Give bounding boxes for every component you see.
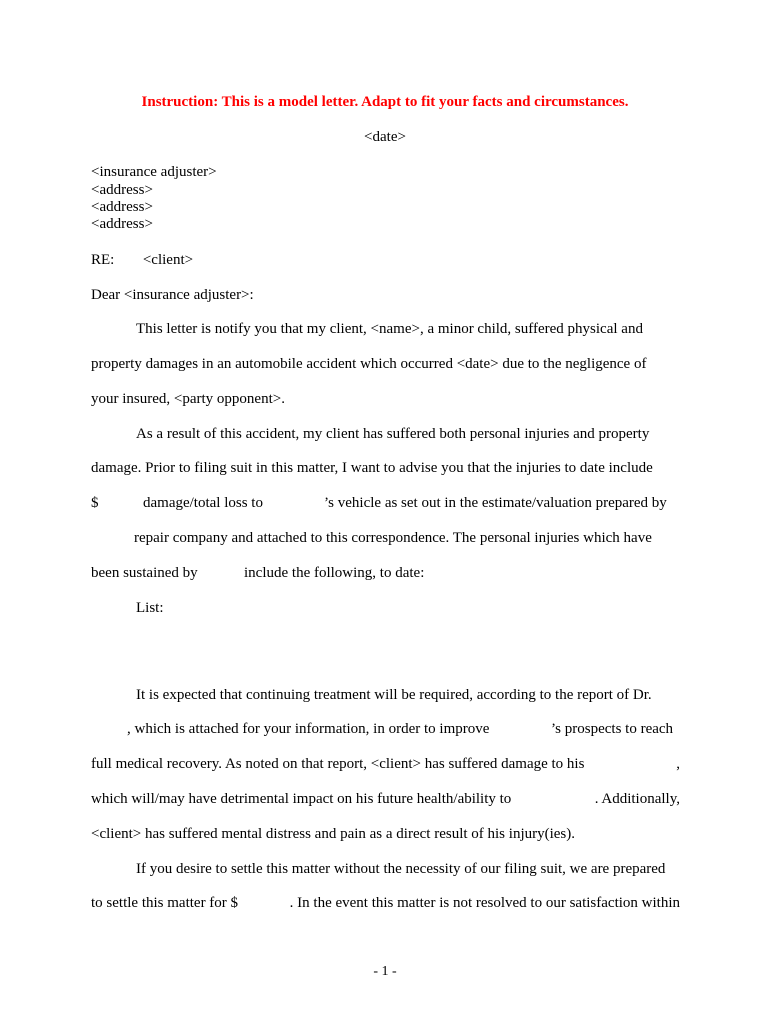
- text-run: damage/total loss to: [143, 495, 263, 511]
- text-run: full medical recovery. As noted on that report, <client> has suffered damage to his: [91, 756, 585, 772]
- text-run: , which is attached for your information, in order to improve: [127, 721, 490, 737]
- paragraph-2-line: [136, 425, 680, 443]
- text-run: include the following, to date:: [244, 565, 425, 581]
- page-number: - 1 -: [373, 964, 397, 979]
- paragraph-4-line: [91, 894, 680, 912]
- text-run: $: [91, 495, 99, 511]
- text-run: property damages in an automobile accident which occurred <date> due to the negligence of: [91, 356, 647, 372]
- re-value: <client>: [142, 252, 194, 268]
- paragraph-2-line: [91, 564, 425, 582]
- addressee-line: <address>: [91, 199, 153, 215]
- text-run: As a result of this accident, my client has suffered both personal injuries and property: [136, 426, 650, 442]
- text-run: It is expected that continuing treatment will be required, according to the report of Dr.: [136, 687, 652, 703]
- paragraph-3-line: [91, 755, 680, 773]
- paragraph-1-line: your insured, <party opponent>.: [91, 391, 285, 407]
- text-run: . Additionally,: [594, 791, 680, 807]
- addressee-line: <address>: [91, 216, 153, 232]
- paragraph-2-line: [91, 494, 680, 512]
- text-run: damage. Prior to filing suit in this matter, I want to advise you that the injuries to date include: [91, 460, 653, 476]
- paragraph-2-line: [91, 459, 680, 477]
- instruction-note: Instruction: This is a model letter. Adapt to fit your facts and circumstances.: [141, 94, 629, 110]
- text-run: . In the event this matter is not resolved to our satisfaction within: [289, 895, 680, 911]
- paragraph-1-line: [91, 355, 680, 373]
- text-run: been sustained by: [91, 565, 198, 581]
- paragraph-2-line: repair company and attached to this correspondence. The personal injuries which have: [134, 530, 652, 546]
- list-label: List:: [136, 600, 164, 616]
- paragraph-3-line: [136, 686, 680, 704]
- addressee-line: <address>: [91, 182, 153, 198]
- text-run: which will/may have detrimental impact on his future health/ability to: [91, 791, 512, 807]
- text-run: If you desire to settle this matter without the necessity of our filing suit, we are prepared: [136, 861, 666, 877]
- salutation: Dear <insurance adjuster>:: [91, 287, 254, 303]
- text-run: ’s vehicle as set out in the estimate/valuation prepared by: [324, 495, 667, 511]
- paragraph-1-line: [136, 320, 680, 338]
- text-run: to settle this matter for $: [91, 895, 239, 911]
- date-line: <date>: [364, 129, 406, 145]
- text-run: This letter is notify you that my client, <name>, a minor child, suffered physical and: [136, 321, 643, 337]
- addressee-name: <insurance adjuster>: [91, 164, 217, 180]
- text-run: ,: [676, 756, 680, 772]
- re-label: RE:: [91, 252, 115, 268]
- text-run: ’s prospects to reach: [551, 721, 674, 737]
- paragraph-3-line: <client> has suffered mental distress and pain as a direct result of his injury(ies).: [91, 826, 576, 842]
- paragraph-3-line: [127, 720, 674, 738]
- re-line: [91, 251, 193, 269]
- paragraph-3-line: [91, 790, 680, 808]
- paragraph-4-line: [136, 860, 680, 878]
